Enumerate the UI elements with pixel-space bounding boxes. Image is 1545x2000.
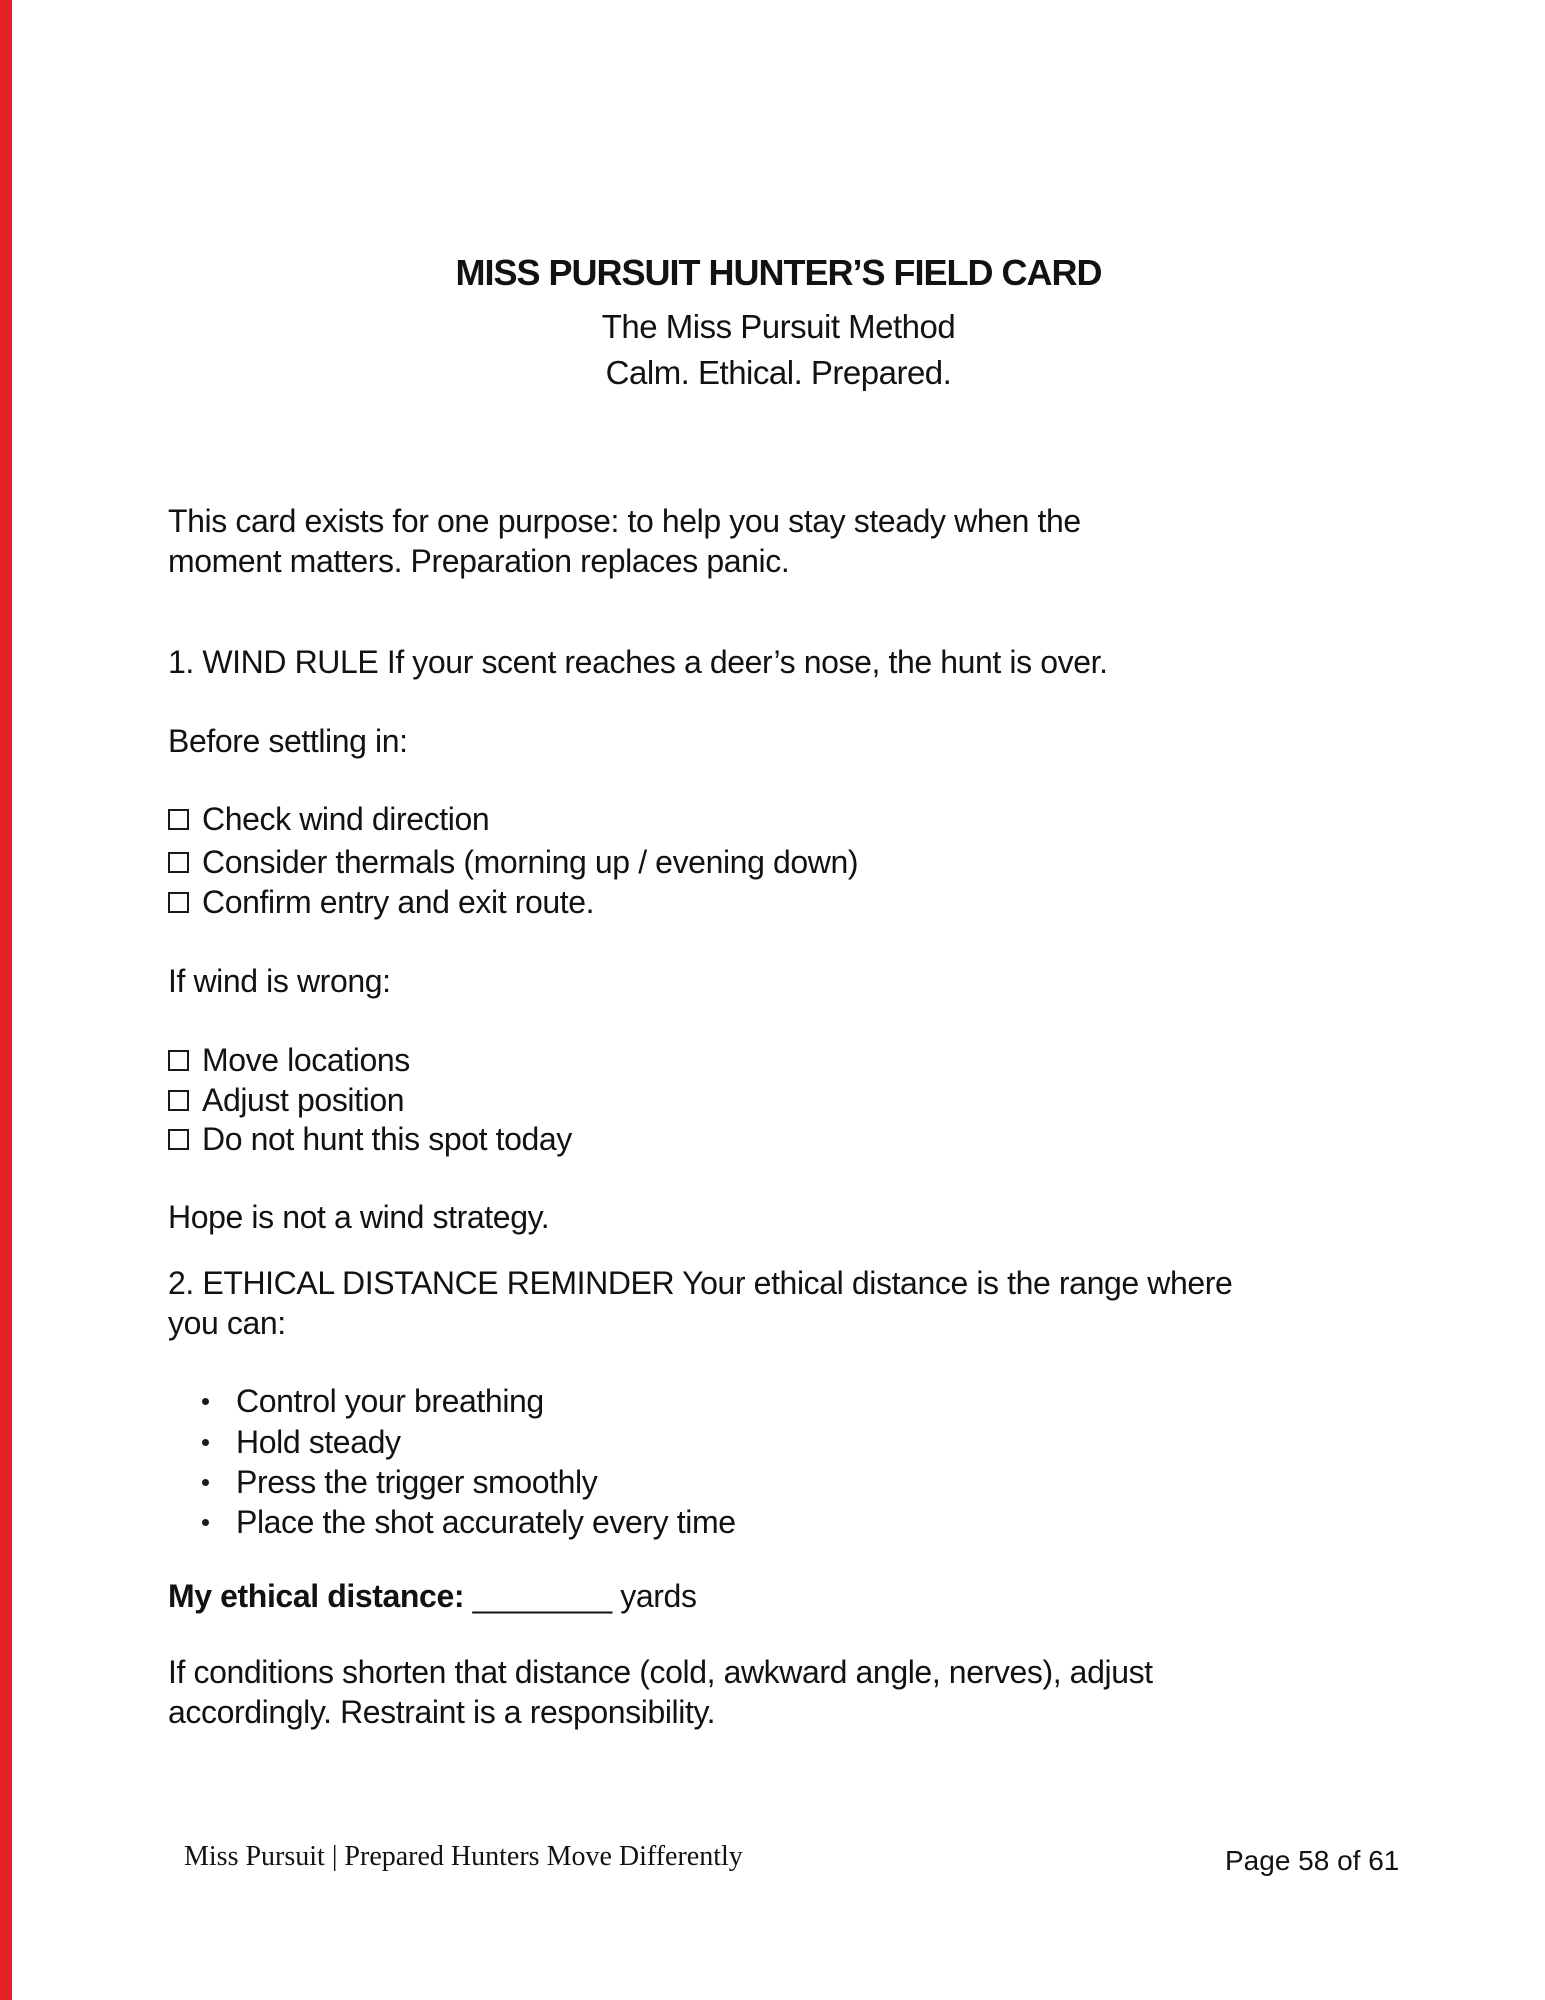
section-2-heading-line-1: 2. ETHICAL DISTANCE REMINDER Your ethical distance is the range where <box>168 1265 1233 1301</box>
bullet-icon <box>202 1519 209 1526</box>
checklist-item <box>168 1040 410 1081</box>
checkbox-icon <box>168 852 189 873</box>
page-subtitle: The Miss Pursuit Method <box>601 308 956 345</box>
ethical-distance-label: My ethical distance: <box>168 1578 465 1614</box>
note-line-2: accordingly. Restraint is a responsibility. <box>168 1694 716 1730</box>
bullet-item <box>168 1422 401 1463</box>
bullet-icon <box>202 1479 209 1486</box>
bullet-item-label: Control your breathing <box>236 1383 544 1419</box>
red-accent-bar <box>0 0 12 2000</box>
section-1-heading: 1. WIND RULE If your scent reaches a deer’s nose, the hunt is over. <box>168 644 1108 680</box>
bullet-item-label: Place the shot accurately every time <box>236 1504 736 1540</box>
before-settling-label: Before settling in: <box>168 723 408 759</box>
page-number: Page 58 of 61 <box>1225 1845 1400 1876</box>
checklist-item <box>168 882 594 923</box>
ethical-distance-row <box>168 1576 697 1617</box>
checklist-item-label: Move locations <box>202 1042 410 1078</box>
bullet-icon <box>202 1398 209 1405</box>
wind-wrong-label: If wind is wrong: <box>168 963 391 999</box>
checkbox-icon <box>168 1050 189 1071</box>
bullet-item <box>168 1462 597 1503</box>
bullet-item <box>168 1381 544 1422</box>
checklist-item <box>168 1080 404 1121</box>
checklist-item <box>168 799 489 840</box>
checklist-item-label: Check wind direction <box>202 801 490 837</box>
intro-line-2: moment matters. Preparation replaces panic. <box>168 543 790 579</box>
section-1-closing: Hope is not a wind strategy. <box>168 1199 550 1235</box>
checkbox-icon <box>168 809 189 830</box>
checkbox-icon <box>168 1090 189 1111</box>
section-2-heading-line-2: you can: <box>168 1305 286 1341</box>
bullet-item-label: Hold steady <box>236 1424 401 1460</box>
checklist-item-label: Do not hunt this spot today <box>202 1121 572 1157</box>
intro-line-1: This card exists for one purpose: to help you stay steady when the <box>168 503 1081 539</box>
checkbox-icon <box>168 892 189 913</box>
ethical-distance-blank: ________ <box>472 1578 612 1614</box>
bullet-item <box>168 1502 736 1543</box>
checklist-item-label: Confirm entry and exit route. <box>202 884 595 920</box>
bullet-item-label: Press the trigger smoothly <box>236 1464 598 1500</box>
checkbox-icon <box>168 1129 189 1150</box>
checklist-item-label: Adjust position <box>202 1082 405 1118</box>
checklist-item-label: Consider thermals (morning up / evening down) <box>202 844 859 880</box>
footer-brand-text: Miss Pursuit | Prepared Hunters Move Differently <box>184 1841 743 1872</box>
ethical-distance-unit: yards <box>620 1578 697 1614</box>
checklist-item <box>168 1119 572 1160</box>
page-tagline: Calm. Ethical. Prepared. <box>605 354 952 391</box>
bullet-icon <box>202 1439 209 1446</box>
page-title: MISS PURSUIT HUNTER’S FIELD CARD <box>455 252 1102 293</box>
checklist-item <box>168 842 858 883</box>
note-line-1: If conditions shorten that distance (cold, awkward angle, nerves), adjust <box>168 1654 1153 1690</box>
